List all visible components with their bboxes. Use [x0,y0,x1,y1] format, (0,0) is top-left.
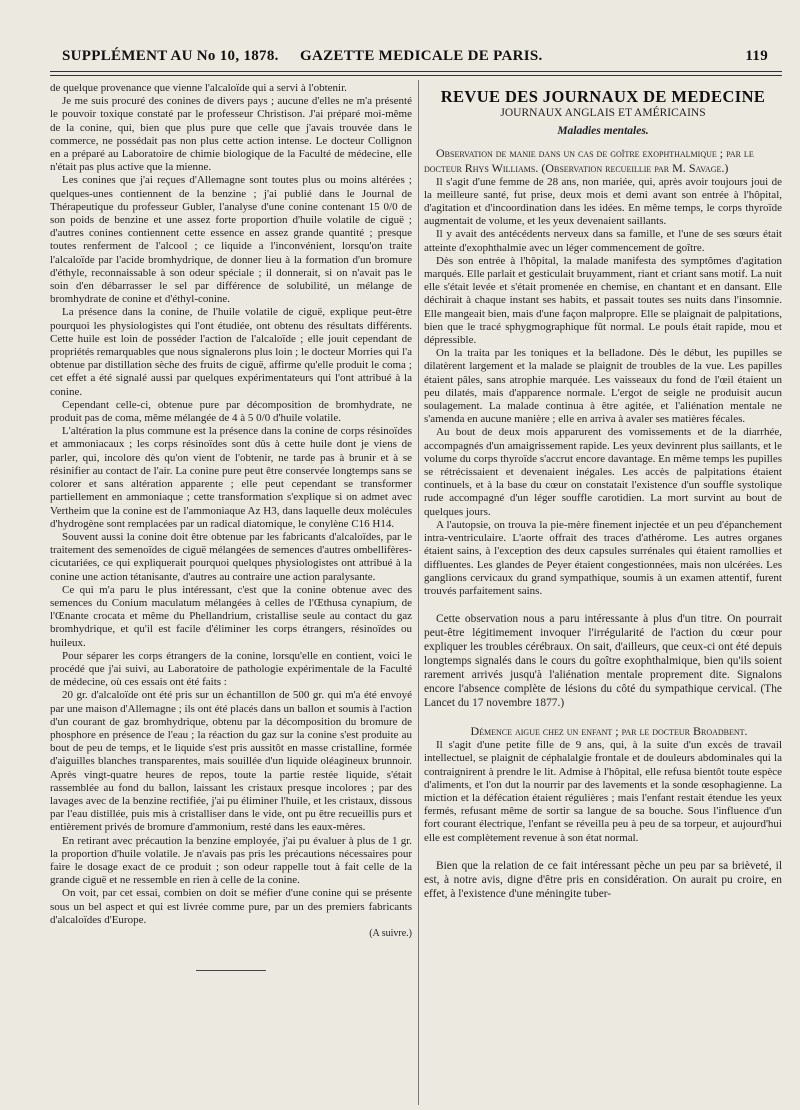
commentary: Bien que la relation de ce fait intéressant pèche un peu par sa brièveté, il est, à notre avis, digne d'être pris en considération. On aurait pu croire, en effet, à l'existence d'une méningite tuber- [424,859,782,900]
paragraph: A l'autopsie, on trouva la pie-mère finement injectée et un peu d'épanchement intra-ventriculaire. L'aorte offrait des traces d'athérome. Les autres organes étaient sains, à l'exception des deux capsules surrénales qui étaient ramollies et diffluentes. Les glandes de Peyer étaient congestionnées, mais non ulcérées. Les ganglions cervicaux du grand sympathique, soumis à un examen attentif, furent trouvés parfaitement sains. [424,518,782,597]
paragraph: En retirant avec précaution la benzine employée, j'ai pu évaluer à plus de 1 gr. la proportion d'huile volatile. Je n'avais pas pris les précautions nécessaires pour faire le dosage exact de ce produit ; son odeur rappelle tout à fait celle de la grande ciguë et ne ressemble en rien à celle de la conine. [50,834,412,887]
review-subtitle: JOURNAUX ANGLAIS ET AMÉRICAINS [500,107,706,120]
header-rule [50,71,782,72]
paragraph: On la traita par les toniques et la belladone. Dès le début, les pupilles se dilatèrent largement et la malade se plaignit de troubles de la vue. Les papilles étaient pâles, sans atrophie marquée. Les vaisseaux du fond de l'œil étaient un peu dilatés, mais d'apparence normale. L'ergot de seigle ne produisit aucun soulagement. La malade continua à être agitée, et l'aliénation mentale ne s'amenda en aucune manière ; elle en arriva à avaler ses matières fécales. [424,347,782,426]
paragraph: de quelque provenance que vienne l'alcaloïde qui a servi à l'obtenir. [50,82,347,94]
review-title: REVUE DES JOURNAUX DE MEDECINE [440,87,766,106]
paragraph: Il s'agit d'une femme de 28 ans, non mariée, qui, après avoir toujours joui de la meilleure santé, fut prise, deux mois et demi avant son entrée à l'hôpital, d'agitation et d'incoordination dans les idées. En même temps, le corps thyroïde augmentait de volume, et les yeux devenaient saillants. [424,175,782,228]
article-title: Démence aigue chez un enfant ; par le docteur Broadbent. [470,724,748,739]
paragraph: Cependant celle-ci, obtenue pure par décomposition de bromhydrate, ne produit pas de coma, même mélangée de 4 à 5 0/0 d'huile volatile. [50,398,412,425]
right-column [424,82,782,1107]
paragraph: Souvent aussi la conine doit être obtenue par les fabricants d'alcaloïdes, par le traitement des semenoïdes de ciguë mélangées de semences d'autres ombellifères-cicutariées, ce qui expliquerait pourquoi quelques physiologistes ont attribué à la conine une action tétanisante, d'autres au contraire une action paralysante. [50,530,412,583]
paragraph: Les conines que j'ai reçues d'Allemagne sont toutes plus ou moins altérées ; quelques-unes contiennent de la benzine ; j'ai publié dans le Journal de Thérapeutique du professeur Gubler, l'analyse d'une conine contenant 15 0/0 de son poids de benzine et une assez forte proportion d'huile volatile de ciguë ; d'autres conines contiennent cette essence en assez grande quantité ; presque toutes renferment de l'alcool ; ce liquide a l'inconvénient, lorsqu'on traite l'alcaloïde par l'acide bromhydrique, de donner lieu à la formation d'un bromure d'éthyle, reconnaissable à son odeur spéciale ; il donnerait, si on n'avait pas le soin d'en débarrasser le sel par différence de solubilité, un mélange de bromhydrate de conine et d'éthyl-conine. [50,174,412,306]
left-column [50,82,412,1107]
paragraph: Il s'agit d'une petite fille de 9 ans, qui, à la suite d'un excès de travail intellectuel, se plaignit de céphalalgie frontale et de douleurs abdominales qui la contraignirent à prendre le lit. Admise à l'hôpital, elle refusa bientôt toute espèce d'aliments, et l'on dut la nourrir par des lavements et la sonde œsophagienne. La miction et la défécation étaient régulières ; mais l'enfant restait étendue les yeux fermés, refusant même de sortir sa langue de sa bouche. Sous l'influence d'un fort courant électrique, l'enfant se réveilla peu à peu de sa torpeur, et aujourd'hui elle est complètement revenue à son état normal. [424,739,782,844]
header-journal-name: GAZETTE MEDICALE DE PARIS. [300,48,543,64]
paragraph: 20 gr. d'alcaloïde ont été pris sur un échantillon de 500 gr. qui m'a été envoyé par une maison d'Allemagne ; ils ont été placés dans un ballon et soumis à l'action d'un courant de gaz bromhydrique, obtenu par la décomposition du bromure de phosphore en présence de l'eau ; la réaction du gaz sur la conine s'est produite au bout de peu de temps, et le liquide s'est pris aussitôt en masse cristalline, formée d'aiguilles blanches transparentes, mais souillée d'un liquide oléagineux brunnoir. Après vingt-quatre heures de repos, toute la partie restée liquide, s'était rassemblée au fond du ballon, laissant les cristaux presque incolores ; par des lavages avec de la benzine rectifiée, j'ai pu éliminer l'huile, et les cristaux, dissous par l'eau distillée, puis mis à cristalliser dans le vide, ont pu être recueillis purs et entièrement privés de bromure d'ammonium, resté dans les eaux-mères. [50,689,412,834]
page-header [54,48,782,70]
paragraph: Ce qui m'a paru le plus intéressant, c'est que la conine obtenue avec des semences du Conium maculatum mélangées à celles de l'Œthusa cynapium, de l'Œnante crocata et même du Phellandrium, cristallise seule au contact du gaz bromhydrique, et qu'il est facile d'éliminer les corps étrangers, résinoïdes ou huileux. [50,583,412,649]
section-title: Maladies mentales. [557,125,649,138]
header-rule-thin [50,75,782,76]
article-title: Observation de manie dans un cas de goître exophthalmique ; par le docteur Rhys Williams. (Observation recueillie par M. Savage.) [424,145,754,175]
header-supplement: SUPPLÉMENT AU No 10, 1878. [62,48,279,64]
commentary: Cette observation nous a paru intéressante à plus d'un titre. On pourrait peut-être légitimement invoquer l'irrégularité de l'action du cœur pour expliquer les troubles cérébraux. On sait, d'ailleurs, que ceux-ci ont été depuis longtemps signalés dans le cours du goître exophthalmique, bien qu'ils soient rarement arrivés jusqu'à l'aliénation mentale proprement dite. Signalons encore l'absence complète de lésions du côté du sympathique cervical. (The Lancet du 17 novembre 1877.) [424,613,782,710]
page-number: 119 [745,48,768,64]
to-be-continued: (A suivre.) [369,928,412,939]
column-divider [418,80,419,1105]
paragraph: Pour séparer les corps étrangers de la conine, lorsqu'elle en contient, voici le procédé que j'ai suivi, au Laboratoire de pathologie expérimentale de la Faculté de médecine, où ces essais ont été faits : [50,649,412,689]
paragraph: L'altération la plus commune est la présence dans la conine de corps résinoïdes et ammoniacaux ; les corps résinoïdes sont dûs à cette huile dont je viens de parler, qui, incolore dès qu'on vient de l'obtenir, ne tarde pas à brunir et à se résinifier au contact de l'air. La conine pure peut être conservée longtemps sans se colorer et sans altération apparente ; elle peut cependant se transformer partiellement en ammoniaque ; cette transformation s'explique si on admet avec Vertheim que la conine est de l'ammoniaque Az H3, dans laquelle deux molécules d'hydrogène sont remplacées par un radical diatomique, le conylène C16 H14. [50,425,412,530]
paragraph: Il y avait des antécédents nerveux dans sa famille, et l'une de ses sœurs était atteinte d'exophthalmie avec un léger commencement de goître. [424,228,782,254]
paragraph: La présence dans la conine, de l'huile volatile de ciguë, explique peut-être pourquoi les physiologistes qui l'ont étudiée, ont obtenu des résultats différents. Cette huile est loin de posséder l'action de l'alcaloïde ; elle jouit cependant de propriétés remarquables que nous signalerons plus loin ; le docteur Morries qui l'a obtenue par distillation sèche des fruits de ciguë, affirme qu'elle produit le coma ; cet effet a été signalé aussi par quelques expérimentateurs qui l'ont attribué à la conine. [50,306,412,398]
end-rule [196,970,266,971]
paragraph: On voit, par cet essai, combien on doit se méfier d'une conine qui se présente sous un bel aspect et qui est livrée comme pure, par un des premiers fabricants d'alcaloïdes d'Europe. [50,887,412,926]
paragraph: Au bout de deux mois apparurent des vomissements et de la diarrhée, accompagnés d'un amaigrissement rapide. Les yeux devinrent plus saillants, et le volume du corps thyroïde s'accrut encore davantage. En même temps les pupilles se rétrécissaient et devenaient inégales. Les accès de palpitations étaient continuels, et à la base du cœur on constatait l'existence d'un souffle systolique rude accompagné d'un léger souffle carotidien. La mort survint au bout de quelques jours. [424,426,782,518]
paragraph: Je me suis procuré des conines de divers pays ; aucune d'elles ne m'a présenté le pouvoir toxique constaté par le professeur Christison. J'ai préparé moi-même de la conine, qui, bien que plus pure que celle que j'avais trouvée dans le commerce, ne possédait pas non plus cette action intense. Le docteur Collignon en a préparé au Laboratoire de chimie biologique de la Faculté de médecine, elle n'était pas plus active que la mienne. [50,95,412,174]
paragraph: Dès son entrée à l'hôpital, la malade manifesta des symptômes d'agitation marqués. Elle parlait et gesticulait bruyamment, riant et criant sans motif. La nuit elle s'était levée et s'était promenée en chemise, en chantant et en dansant. Elle déchirait à chaque instant ses habits, et passait toutes ses nuits dans l'insomnie. Elle mangeait bien, mais d'une façon malpropre. Elle se plaignait de palpitations, bien que le tracé sphygmographique fût normal. Le pouls était rapide, mou et dépressible. [424,254,782,347]
